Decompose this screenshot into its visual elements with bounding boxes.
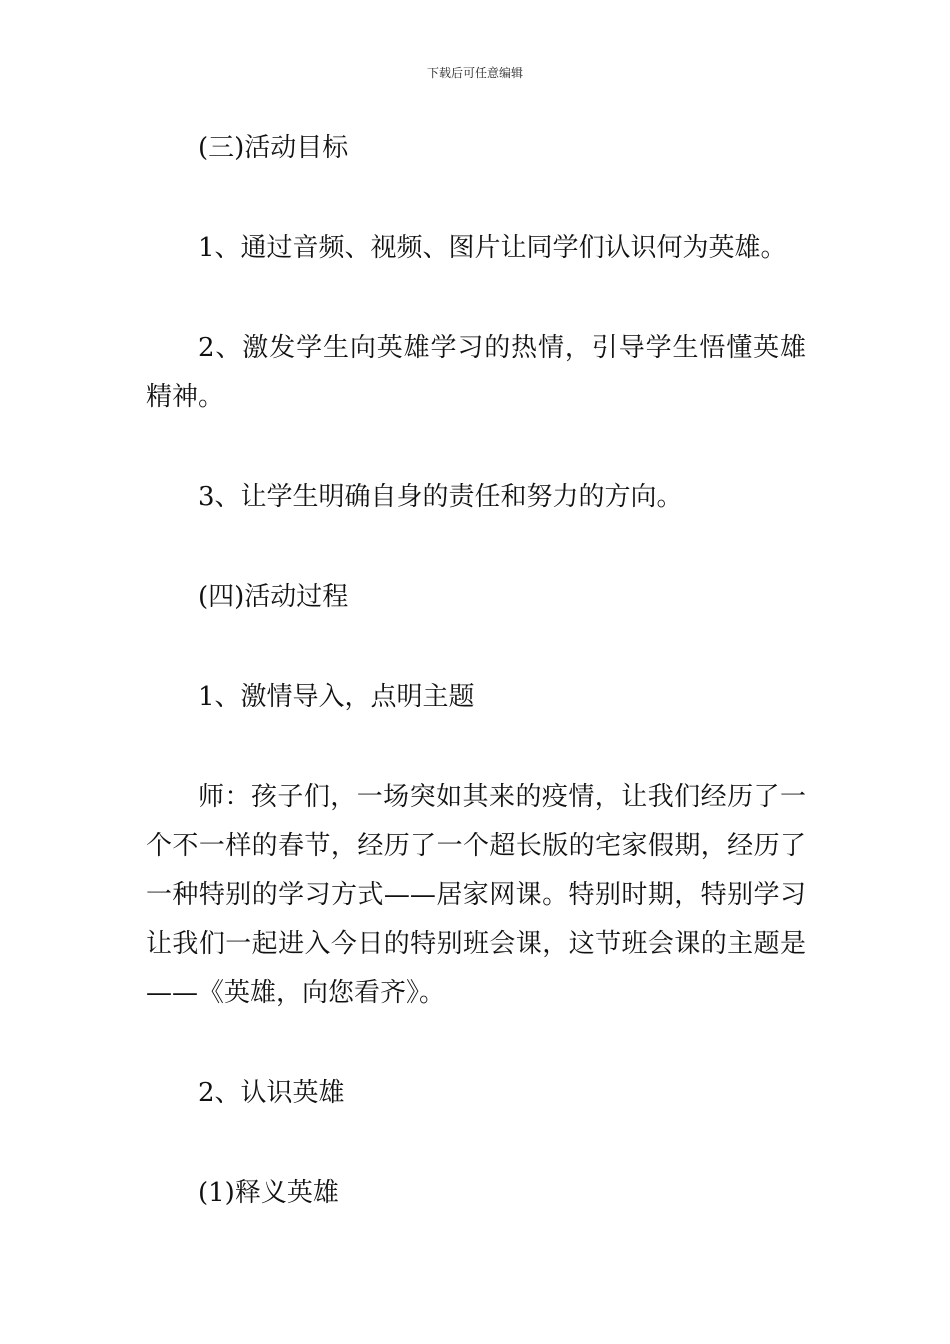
document-body — [146, 124, 806, 1218]
sub-step-1-heading: (1)释义英雄 — [198, 1178, 339, 1208]
goal-item-2: 2、激发学生向英雄学习的热情，引导学生悟懂英雄精神。 — [146, 333, 806, 412]
teacher-intro-paragraph: 师：孩子们，一场突如其来的疫情，让我们经历了一个不一样的春节，经历了一个超长版的宅家假期，经历了一种特别的学习方式——居家网课。特别时期，特别学习让我们一起进入今日的特别班会课，这节班会课的主题是——《英雄，向您看齐》。 — [146, 782, 806, 1008]
goal-item-3: 3、让学生明确自身的责任和努力的方向。 — [198, 482, 683, 512]
process-step-1-heading: 1、激情导入，点明主题 — [198, 682, 475, 712]
section-heading-activity-process: (四)活动过程 — [198, 582, 349, 612]
page-header-note: 下载后可任意编辑 — [426, 66, 523, 80]
section-heading-activity-goals: (三)活动目标 — [198, 133, 349, 163]
process-step-2-heading: 2、认识英雄 — [198, 1078, 345, 1108]
goal-item-1: 1、通过音频、视频、图片让同学们认识何为英雄。 — [198, 233, 787, 263]
